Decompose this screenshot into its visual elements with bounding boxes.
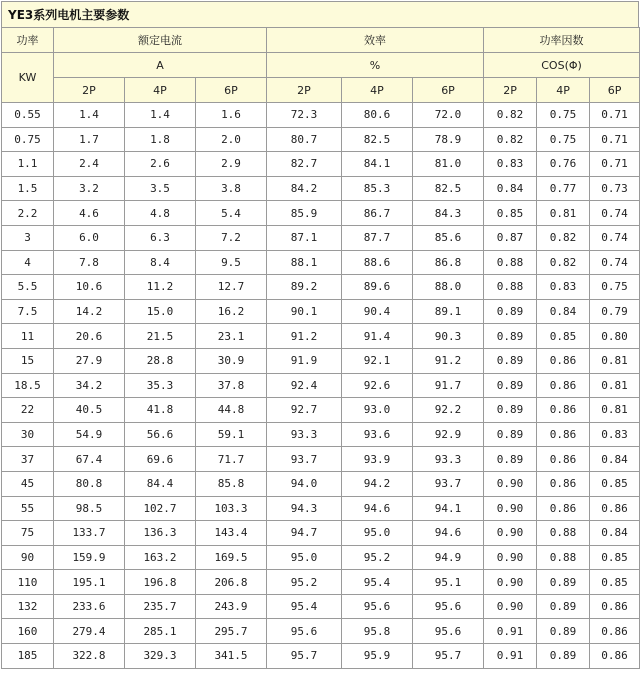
power-factor-6p-cell: 0.71 xyxy=(590,127,640,152)
kw-cell: 45 xyxy=(2,471,54,496)
current-2p-cell: 40.5 xyxy=(54,398,125,423)
efficiency-4p-cell: 93.6 xyxy=(342,422,413,447)
current-4p-cell: 1.8 xyxy=(125,127,196,152)
current-4p-cell: 136.3 xyxy=(125,521,196,546)
power-factor-4p-cell: 0.86 xyxy=(537,496,590,521)
current-6p-cell: 2.9 xyxy=(196,152,267,177)
efficiency-6p-cell: 90.3 xyxy=(413,324,484,349)
spec-sheet xyxy=(1,1,639,669)
power-factor-2p-cell: 0.90 xyxy=(484,570,537,595)
table-row xyxy=(2,422,640,447)
power-factor-2p-cell: 0.82 xyxy=(484,103,537,128)
efficiency-4p-cell: 88.6 xyxy=(342,250,413,275)
efficiency-6p-cell: 95.7 xyxy=(413,644,484,669)
efficiency-2p-cell: 95.2 xyxy=(267,570,342,595)
table-row xyxy=(2,348,640,373)
efficiency-6p-cell: 94.9 xyxy=(413,545,484,570)
power-factor-6p-cell: 0.74 xyxy=(590,250,640,275)
kw-cell: 37 xyxy=(2,447,54,472)
power-factor-2p-cell: 0.89 xyxy=(484,348,537,373)
header-power-unit: KW xyxy=(2,53,54,103)
power-factor-6p-cell: 0.71 xyxy=(590,152,640,177)
table-row xyxy=(2,127,640,152)
efficiency-4p-cell: 86.7 xyxy=(342,201,413,226)
efficiency-6p-cell: 94.6 xyxy=(413,521,484,546)
efficiency-2p-cell: 93.3 xyxy=(267,422,342,447)
efficiency-4p-cell: 85.3 xyxy=(342,176,413,201)
efficiency-6p-cell: 92.2 xyxy=(413,398,484,423)
current-4p-cell: 4.8 xyxy=(125,201,196,226)
efficiency-2p-cell: 80.7 xyxy=(267,127,342,152)
current-6p-cell: 30.9 xyxy=(196,348,267,373)
efficiency-4p-cell: 89.6 xyxy=(342,275,413,300)
power-factor-6p-cell: 0.81 xyxy=(590,348,640,373)
kw-cell: 55 xyxy=(2,496,54,521)
power-factor-2p-cell: 0.89 xyxy=(484,373,537,398)
power-factor-4p-cell: 0.86 xyxy=(537,471,590,496)
current-4p-cell: 235.7 xyxy=(125,594,196,619)
current-4p-cell: 11.2 xyxy=(125,275,196,300)
power-factor-4p-cell: 0.85 xyxy=(537,324,590,349)
power-factor-2p-cell: 0.90 xyxy=(484,521,537,546)
power-factor-2p-cell: 0.85 xyxy=(484,201,537,226)
kw-cell: 3 xyxy=(2,225,54,250)
table-row xyxy=(2,103,640,128)
efficiency-6p-cell: 95.1 xyxy=(413,570,484,595)
power-factor-6p-cell: 0.71 xyxy=(590,103,640,128)
current-4p-cell: 8.4 xyxy=(125,250,196,275)
power-factor-6p-cell: 0.73 xyxy=(590,176,640,201)
current-6p-cell: 1.6 xyxy=(196,103,267,128)
current-2p-cell: 27.9 xyxy=(54,348,125,373)
table-row xyxy=(2,496,640,521)
kw-cell: 7.5 xyxy=(2,299,54,324)
power-factor-2p-cell: 0.91 xyxy=(484,619,537,644)
power-factor-2p-cell: 0.89 xyxy=(484,324,537,349)
current-2p-cell: 34.2 xyxy=(54,373,125,398)
current-4p-cell: 196.8 xyxy=(125,570,196,595)
current-4p-cell: 41.8 xyxy=(125,398,196,423)
power-factor-4p-cell: 0.86 xyxy=(537,398,590,423)
power-factor-2p-cell: 0.90 xyxy=(484,594,537,619)
power-factor-2p-cell: 0.84 xyxy=(484,176,537,201)
table-row xyxy=(2,570,640,595)
current-6p-cell: 243.9 xyxy=(196,594,267,619)
table-row xyxy=(2,545,640,570)
efficiency-4p-cell: 95.9 xyxy=(342,644,413,669)
power-factor-6p-cell: 0.79 xyxy=(590,299,640,324)
power-factor-2p-cell: 0.89 xyxy=(484,398,537,423)
current-6p-cell: 12.7 xyxy=(196,275,267,300)
table-row xyxy=(2,521,640,546)
header-efficiency: 效率 xyxy=(267,28,484,53)
power-factor-2p-cell: 0.89 xyxy=(484,447,537,472)
current-6p-cell: 44.8 xyxy=(196,398,267,423)
power-factor-6p-cell: 0.75 xyxy=(590,275,640,300)
current-2p-cell: 98.5 xyxy=(54,496,125,521)
efficiency-6p-cell: 82.5 xyxy=(413,176,484,201)
efficiency-6p-cell: 88.0 xyxy=(413,275,484,300)
current-4p-cell: 285.1 xyxy=(125,619,196,644)
kw-cell: 0.75 xyxy=(2,127,54,152)
efficiency-2p-cell: 94.7 xyxy=(267,521,342,546)
power-factor-4p-cell: 0.82 xyxy=(537,225,590,250)
power-factor-2p-cell: 0.91 xyxy=(484,644,537,669)
efficiency-6p-cell: 95.6 xyxy=(413,619,484,644)
efficiency-2p-cell: 92.7 xyxy=(267,398,342,423)
current-6p-cell: 85.8 xyxy=(196,471,267,496)
efficiency-2p-cell: 72.3 xyxy=(267,103,342,128)
kw-cell: 160 xyxy=(2,619,54,644)
current-6p-cell: 23.1 xyxy=(196,324,267,349)
efficiency-2p-cell: 84.2 xyxy=(267,176,342,201)
pole-header: 2P xyxy=(267,78,342,103)
current-6p-cell: 2.0 xyxy=(196,127,267,152)
current-2p-cell: 20.6 xyxy=(54,324,125,349)
efficiency-2p-cell: 85.9 xyxy=(267,201,342,226)
efficiency-2p-cell: 94.0 xyxy=(267,471,342,496)
efficiency-4p-cell: 84.1 xyxy=(342,152,413,177)
power-factor-2p-cell: 0.90 xyxy=(484,545,537,570)
current-4p-cell: 102.7 xyxy=(125,496,196,521)
power-factor-2p-cell: 0.89 xyxy=(484,299,537,324)
current-6p-cell: 295.7 xyxy=(196,619,267,644)
power-factor-6p-cell: 0.86 xyxy=(590,594,640,619)
power-factor-2p-cell: 0.87 xyxy=(484,225,537,250)
efficiency-6p-cell: 81.0 xyxy=(413,152,484,177)
kw-cell: 11 xyxy=(2,324,54,349)
efficiency-4p-cell: 90.4 xyxy=(342,299,413,324)
power-factor-6p-cell: 0.84 xyxy=(590,521,640,546)
kw-cell: 2.2 xyxy=(2,201,54,226)
power-factor-6p-cell: 0.85 xyxy=(590,471,640,496)
efficiency-2p-cell: 95.0 xyxy=(267,545,342,570)
power-factor-4p-cell: 0.83 xyxy=(537,275,590,300)
efficiency-4p-cell: 82.5 xyxy=(342,127,413,152)
current-2p-cell: 14.2 xyxy=(54,299,125,324)
power-factor-4p-cell: 0.89 xyxy=(537,594,590,619)
current-6p-cell: 143.4 xyxy=(196,521,267,546)
table-row xyxy=(2,275,640,300)
power-factor-6p-cell: 0.74 xyxy=(590,201,640,226)
current-4p-cell: 1.4 xyxy=(125,103,196,128)
efficiency-4p-cell: 95.0 xyxy=(342,521,413,546)
kw-cell: 75 xyxy=(2,521,54,546)
efficiency-6p-cell: 85.6 xyxy=(413,225,484,250)
current-2p-cell: 195.1 xyxy=(54,570,125,595)
current-4p-cell: 28.8 xyxy=(125,348,196,373)
table-row xyxy=(2,225,640,250)
current-6p-cell: 37.8 xyxy=(196,373,267,398)
efficiency-2p-cell: 95.7 xyxy=(267,644,342,669)
table-row xyxy=(2,619,640,644)
power-factor-6p-cell: 0.81 xyxy=(590,398,640,423)
power-factor-6p-cell: 0.81 xyxy=(590,373,640,398)
power-factor-4p-cell: 0.89 xyxy=(537,570,590,595)
power-factor-6p-cell: 0.80 xyxy=(590,324,640,349)
current-4p-cell: 84.4 xyxy=(125,471,196,496)
table-row xyxy=(2,299,640,324)
current-2p-cell: 67.4 xyxy=(54,447,125,472)
current-6p-cell: 3.8 xyxy=(196,176,267,201)
table-row xyxy=(2,250,640,275)
current-6p-cell: 9.5 xyxy=(196,250,267,275)
efficiency-2p-cell: 95.6 xyxy=(267,619,342,644)
pole-header: 4P xyxy=(537,78,590,103)
power-factor-2p-cell: 0.88 xyxy=(484,250,537,275)
efficiency-6p-cell: 84.3 xyxy=(413,201,484,226)
power-factor-4p-cell: 0.88 xyxy=(537,521,590,546)
kw-cell: 90 xyxy=(2,545,54,570)
kw-cell: 132 xyxy=(2,594,54,619)
efficiency-6p-cell: 95.6 xyxy=(413,594,484,619)
header-power: 功率 xyxy=(2,28,54,53)
current-2p-cell: 6.0 xyxy=(54,225,125,250)
table-title: YE3系列电机主要参数 xyxy=(1,1,639,27)
efficiency-4p-cell: 93.9 xyxy=(342,447,413,472)
power-factor-4p-cell: 0.86 xyxy=(537,348,590,373)
table-row xyxy=(2,176,640,201)
current-2p-cell: 279.4 xyxy=(54,619,125,644)
current-2p-cell: 54.9 xyxy=(54,422,125,447)
efficiency-2p-cell: 89.2 xyxy=(267,275,342,300)
current-2p-cell: 2.4 xyxy=(54,152,125,177)
kw-cell: 15 xyxy=(2,348,54,373)
header-efficiency-unit: % xyxy=(267,53,484,78)
current-4p-cell: 69.6 xyxy=(125,447,196,472)
efficiency-4p-cell: 95.6 xyxy=(342,594,413,619)
kw-cell: 5.5 xyxy=(2,275,54,300)
efficiency-2p-cell: 95.4 xyxy=(267,594,342,619)
efficiency-2p-cell: 91.2 xyxy=(267,324,342,349)
power-factor-4p-cell: 0.86 xyxy=(537,373,590,398)
header-power-factor: 功率因数 xyxy=(484,28,640,53)
efficiency-4p-cell: 94.2 xyxy=(342,471,413,496)
pole-header: 4P xyxy=(125,78,196,103)
pole-header: 2P xyxy=(54,78,125,103)
pole-header: 4P xyxy=(342,78,413,103)
power-factor-4p-cell: 0.86 xyxy=(537,447,590,472)
power-factor-4p-cell: 0.89 xyxy=(537,619,590,644)
power-factor-6p-cell: 0.86 xyxy=(590,496,640,521)
efficiency-4p-cell: 92.6 xyxy=(342,373,413,398)
table-row xyxy=(2,644,640,669)
efficiency-2p-cell: 88.1 xyxy=(267,250,342,275)
power-factor-6p-cell: 0.85 xyxy=(590,570,640,595)
efficiency-6p-cell: 93.3 xyxy=(413,447,484,472)
efficiency-6p-cell: 91.7 xyxy=(413,373,484,398)
current-2p-cell: 1.4 xyxy=(54,103,125,128)
efficiency-4p-cell: 95.8 xyxy=(342,619,413,644)
efficiency-4p-cell: 91.4 xyxy=(342,324,413,349)
power-factor-4p-cell: 0.75 xyxy=(537,103,590,128)
pole-header: 6P xyxy=(196,78,267,103)
efficiency-6p-cell: 86.8 xyxy=(413,250,484,275)
efficiency-6p-cell: 92.9 xyxy=(413,422,484,447)
current-6p-cell: 5.4 xyxy=(196,201,267,226)
power-factor-4p-cell: 0.75 xyxy=(537,127,590,152)
motor-parameter-table xyxy=(1,27,640,669)
efficiency-4p-cell: 94.6 xyxy=(342,496,413,521)
kw-cell: 110 xyxy=(2,570,54,595)
current-2p-cell: 322.8 xyxy=(54,644,125,669)
header-power-factor-unit: COS(Φ) xyxy=(484,53,640,78)
efficiency-2p-cell: 94.3 xyxy=(267,496,342,521)
current-2p-cell: 80.8 xyxy=(54,471,125,496)
current-6p-cell: 59.1 xyxy=(196,422,267,447)
current-4p-cell: 163.2 xyxy=(125,545,196,570)
power-factor-6p-cell: 0.86 xyxy=(590,644,640,669)
power-factor-4p-cell: 0.86 xyxy=(537,422,590,447)
kw-cell: 0.55 xyxy=(2,103,54,128)
current-6p-cell: 206.8 xyxy=(196,570,267,595)
efficiency-2p-cell: 87.1 xyxy=(267,225,342,250)
efficiency-6p-cell: 94.1 xyxy=(413,496,484,521)
efficiency-4p-cell: 80.6 xyxy=(342,103,413,128)
current-6p-cell: 16.2 xyxy=(196,299,267,324)
power-factor-2p-cell: 0.82 xyxy=(484,127,537,152)
current-4p-cell: 6.3 xyxy=(125,225,196,250)
efficiency-2p-cell: 91.9 xyxy=(267,348,342,373)
current-4p-cell: 15.0 xyxy=(125,299,196,324)
efficiency-2p-cell: 82.7 xyxy=(267,152,342,177)
power-factor-4p-cell: 0.89 xyxy=(537,644,590,669)
power-factor-2p-cell: 0.90 xyxy=(484,496,537,521)
pole-header: 6P xyxy=(413,78,484,103)
power-factor-2p-cell: 0.89 xyxy=(484,422,537,447)
efficiency-4p-cell: 92.1 xyxy=(342,348,413,373)
table-row xyxy=(2,594,640,619)
power-factor-4p-cell: 0.84 xyxy=(537,299,590,324)
power-factor-4p-cell: 0.76 xyxy=(537,152,590,177)
efficiency-6p-cell: 91.2 xyxy=(413,348,484,373)
efficiency-6p-cell: 93.7 xyxy=(413,471,484,496)
power-factor-2p-cell: 0.83 xyxy=(484,152,537,177)
current-4p-cell: 3.5 xyxy=(125,176,196,201)
current-2p-cell: 133.7 xyxy=(54,521,125,546)
current-2p-cell: 4.6 xyxy=(54,201,125,226)
kw-cell: 18.5 xyxy=(2,373,54,398)
current-4p-cell: 21.5 xyxy=(125,324,196,349)
efficiency-4p-cell: 93.0 xyxy=(342,398,413,423)
efficiency-4p-cell: 87.7 xyxy=(342,225,413,250)
power-factor-6p-cell: 0.86 xyxy=(590,619,640,644)
power-factor-4p-cell: 0.88 xyxy=(537,545,590,570)
efficiency-4p-cell: 95.2 xyxy=(342,545,413,570)
power-factor-6p-cell: 0.85 xyxy=(590,545,640,570)
power-factor-6p-cell: 0.84 xyxy=(590,447,640,472)
table-row xyxy=(2,201,640,226)
table-row xyxy=(2,373,640,398)
current-4p-cell: 2.6 xyxy=(125,152,196,177)
current-2p-cell: 10.6 xyxy=(54,275,125,300)
current-2p-cell: 1.7 xyxy=(54,127,125,152)
header-current-unit: A xyxy=(54,53,267,78)
pole-header: 6P xyxy=(590,78,640,103)
kw-cell: 1.1 xyxy=(2,152,54,177)
header-rated-current: 额定电流 xyxy=(54,28,267,53)
power-factor-4p-cell: 0.82 xyxy=(537,250,590,275)
current-4p-cell: 35.3 xyxy=(125,373,196,398)
current-4p-cell: 56.6 xyxy=(125,422,196,447)
power-factor-2p-cell: 0.90 xyxy=(484,471,537,496)
table-row xyxy=(2,447,640,472)
power-factor-2p-cell: 0.88 xyxy=(484,275,537,300)
kw-cell: 22 xyxy=(2,398,54,423)
efficiency-2p-cell: 93.7 xyxy=(267,447,342,472)
current-2p-cell: 233.6 xyxy=(54,594,125,619)
power-factor-6p-cell: 0.83 xyxy=(590,422,640,447)
efficiency-6p-cell: 78.9 xyxy=(413,127,484,152)
kw-cell: 4 xyxy=(2,250,54,275)
pole-header: 2P xyxy=(484,78,537,103)
current-4p-cell: 329.3 xyxy=(125,644,196,669)
kw-cell: 185 xyxy=(2,644,54,669)
table-row xyxy=(2,324,640,349)
power-factor-4p-cell: 0.81 xyxy=(537,201,590,226)
efficiency-2p-cell: 90.1 xyxy=(267,299,342,324)
efficiency-6p-cell: 89.1 xyxy=(413,299,484,324)
efficiency-2p-cell: 92.4 xyxy=(267,373,342,398)
current-2p-cell: 3.2 xyxy=(54,176,125,201)
efficiency-6p-cell: 72.0 xyxy=(413,103,484,128)
table-body xyxy=(2,103,640,669)
current-6p-cell: 169.5 xyxy=(196,545,267,570)
power-factor-6p-cell: 0.74 xyxy=(590,225,640,250)
table-row xyxy=(2,398,640,423)
power-factor-4p-cell: 0.77 xyxy=(537,176,590,201)
current-6p-cell: 7.2 xyxy=(196,225,267,250)
current-2p-cell: 7.8 xyxy=(54,250,125,275)
table-row xyxy=(2,152,640,177)
current-2p-cell: 159.9 xyxy=(54,545,125,570)
efficiency-4p-cell: 95.4 xyxy=(342,570,413,595)
kw-cell: 1.5 xyxy=(2,176,54,201)
current-6p-cell: 71.7 xyxy=(196,447,267,472)
current-6p-cell: 103.3 xyxy=(196,496,267,521)
kw-cell: 30 xyxy=(2,422,54,447)
table-row xyxy=(2,471,640,496)
current-6p-cell: 341.5 xyxy=(196,644,267,669)
